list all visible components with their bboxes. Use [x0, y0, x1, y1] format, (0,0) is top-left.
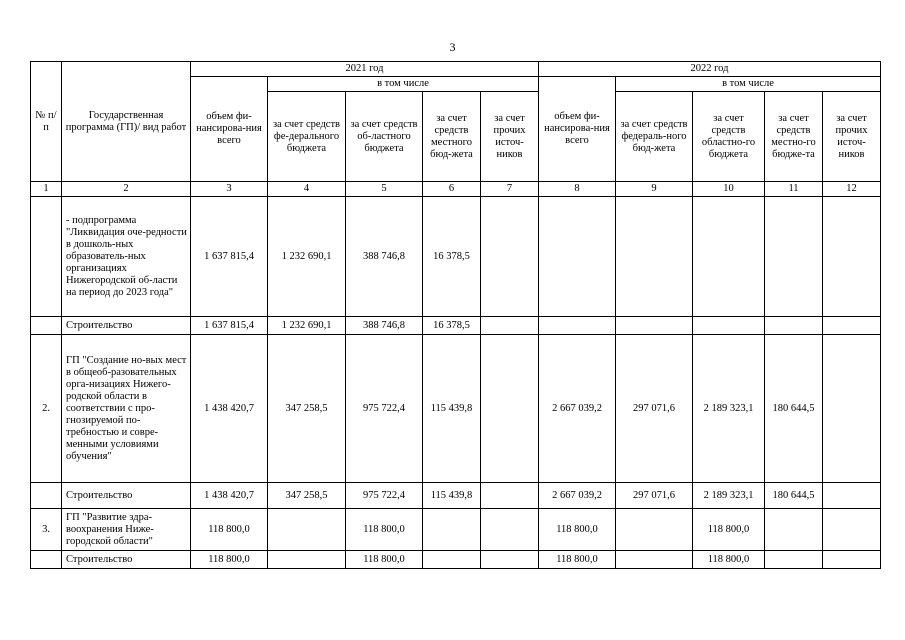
row-value — [481, 317, 539, 335]
row-value — [481, 335, 539, 483]
row-value — [539, 317, 616, 335]
row-value: 180 644,5 — [765, 483, 823, 509]
col-num: 8 — [539, 182, 616, 197]
row-value: 388 746,8 — [346, 197, 423, 317]
header-oth-2021: за счет прочих источ-ников — [481, 92, 539, 182]
row-value: 2 189 323,1 — [693, 483, 765, 509]
header-year-2022: 2022 год — [539, 62, 881, 77]
row-value — [765, 317, 823, 335]
row-number — [31, 551, 62, 569]
col-num: 4 — [268, 182, 346, 197]
table-row — [31, 551, 881, 569]
row-program-name: ГП "Создание но-вых мест в общеоб-разовательных орга-низациях Нижего-родской области в соответствии с про-гнозируемой по-требностью и совре-менными условиями обучения" — [62, 335, 191, 483]
row-value — [765, 509, 823, 551]
row-value: 115 439,8 — [423, 335, 481, 483]
row-value: 16 378,5 — [423, 197, 481, 317]
row-value: 2 667 039,2 — [539, 335, 616, 483]
row-value: 1 232 690,1 — [268, 197, 346, 317]
header-total-2022: объем фи-нансирова-ния всего — [539, 77, 616, 182]
row-value — [693, 197, 765, 317]
financing-table — [30, 61, 881, 569]
row-value: 297 071,6 — [616, 335, 693, 483]
table-row — [31, 317, 881, 335]
row-number: 2. — [31, 335, 62, 483]
row-value: 118 800,0 — [346, 551, 423, 569]
row-value: 118 800,0 — [539, 509, 616, 551]
row-value: 1 637 815,4 — [191, 317, 268, 335]
row-value — [539, 197, 616, 317]
row-value: 1 637 815,4 — [191, 197, 268, 317]
col-num: 11 — [765, 182, 823, 197]
header-loc-2021: за счет средств местного бюд-жета — [423, 92, 481, 182]
row-value: 118 800,0 — [191, 551, 268, 569]
row-value — [481, 551, 539, 569]
row-value: 975 722,4 — [346, 483, 423, 509]
row-value — [823, 335, 881, 483]
row-value: 347 258,5 — [268, 335, 346, 483]
col-num: 12 — [823, 182, 881, 197]
row-value: 118 800,0 — [693, 509, 765, 551]
row-value — [765, 551, 823, 569]
row-value: 118 800,0 — [191, 509, 268, 551]
row-value — [616, 197, 693, 317]
row-value: 297 071,6 — [616, 483, 693, 509]
row-value — [616, 551, 693, 569]
table-row — [31, 197, 881, 317]
header-oth-2022: за счет прочих источ-ников — [823, 92, 881, 182]
row-value — [481, 197, 539, 317]
header-fed-2021: за счет средств фе-дерального бюджета — [268, 92, 346, 182]
row-value — [423, 551, 481, 569]
row-value: 16 378,5 — [423, 317, 481, 335]
row-number — [31, 317, 62, 335]
col-num: 1 — [31, 182, 62, 197]
row-value: 2 667 039,2 — [539, 483, 616, 509]
row-value: 1 232 690,1 — [268, 317, 346, 335]
col-num: 3 — [191, 182, 268, 197]
row-value: 118 800,0 — [693, 551, 765, 569]
row-program-name: - подпрограмма "Ликвидация оче-редности в дошколь-ных образователь-ных организациях Нижегородской об-ласти на период до 2023 года" — [62, 197, 191, 317]
row-program-name: Строительство — [62, 317, 191, 335]
col-num: 7 — [481, 182, 539, 197]
row-value — [823, 197, 881, 317]
row-value — [823, 483, 881, 509]
row-value — [268, 551, 346, 569]
row-value — [616, 509, 693, 551]
col-num: 6 — [423, 182, 481, 197]
header-incl-2022: в том числе — [616, 77, 881, 92]
row-value: 118 800,0 — [539, 551, 616, 569]
row-program-name: Строительство — [62, 483, 191, 509]
header-year-2021: 2021 год — [191, 62, 539, 77]
row-value: 1 438 420,7 — [191, 483, 268, 509]
header-program: Государственная программа (ГП)/ вид работ — [62, 62, 191, 182]
header-total-2021: объем фи-нансирова-ния всего — [191, 77, 268, 182]
row-number — [31, 483, 62, 509]
row-value: 118 800,0 — [346, 509, 423, 551]
row-program-name: ГП "Развитие здра-воохранения Ниже-городской области" — [62, 509, 191, 551]
header-incl-2021: в том числе — [268, 77, 539, 92]
page-number: 3 — [449, 40, 456, 54]
header-reg-2021: за счет средств об-ластного бюджета — [346, 92, 423, 182]
table-row — [31, 335, 881, 483]
row-value: 347 258,5 — [268, 483, 346, 509]
row-value — [823, 551, 881, 569]
row-number: 3. — [31, 509, 62, 551]
row-value — [268, 509, 346, 551]
col-num: 2 — [62, 182, 191, 197]
row-value — [616, 317, 693, 335]
header-reg-2022: за счет средств областно-го бюджета — [693, 92, 765, 182]
table-body — [31, 197, 881, 569]
row-program-name: Строительство — [62, 551, 191, 569]
table-row — [31, 509, 881, 551]
row-value: 388 746,8 — [346, 317, 423, 335]
row-value: 180 644,5 — [765, 335, 823, 483]
header-no: № п/п — [31, 62, 62, 182]
table-row — [31, 483, 881, 509]
row-value — [693, 317, 765, 335]
row-value: 2 189 323,1 — [693, 335, 765, 483]
row-value — [481, 483, 539, 509]
row-value — [823, 317, 881, 335]
header-fed-2022: за счет средств федераль-ного бюд-жета — [616, 92, 693, 182]
row-value — [765, 197, 823, 317]
col-num: 10 — [693, 182, 765, 197]
row-number — [31, 197, 62, 317]
row-value — [481, 509, 539, 551]
header-loc-2022: за счет средств местно-го бюдже-та — [765, 92, 823, 182]
col-num: 9 — [616, 182, 693, 197]
column-number-row — [31, 182, 881, 197]
row-value: 975 722,4 — [346, 335, 423, 483]
row-value: 1 438 420,7 — [191, 335, 268, 483]
row-value: 115 439,8 — [423, 483, 481, 509]
row-value — [423, 509, 481, 551]
col-num: 5 — [346, 182, 423, 197]
row-value — [823, 509, 881, 551]
